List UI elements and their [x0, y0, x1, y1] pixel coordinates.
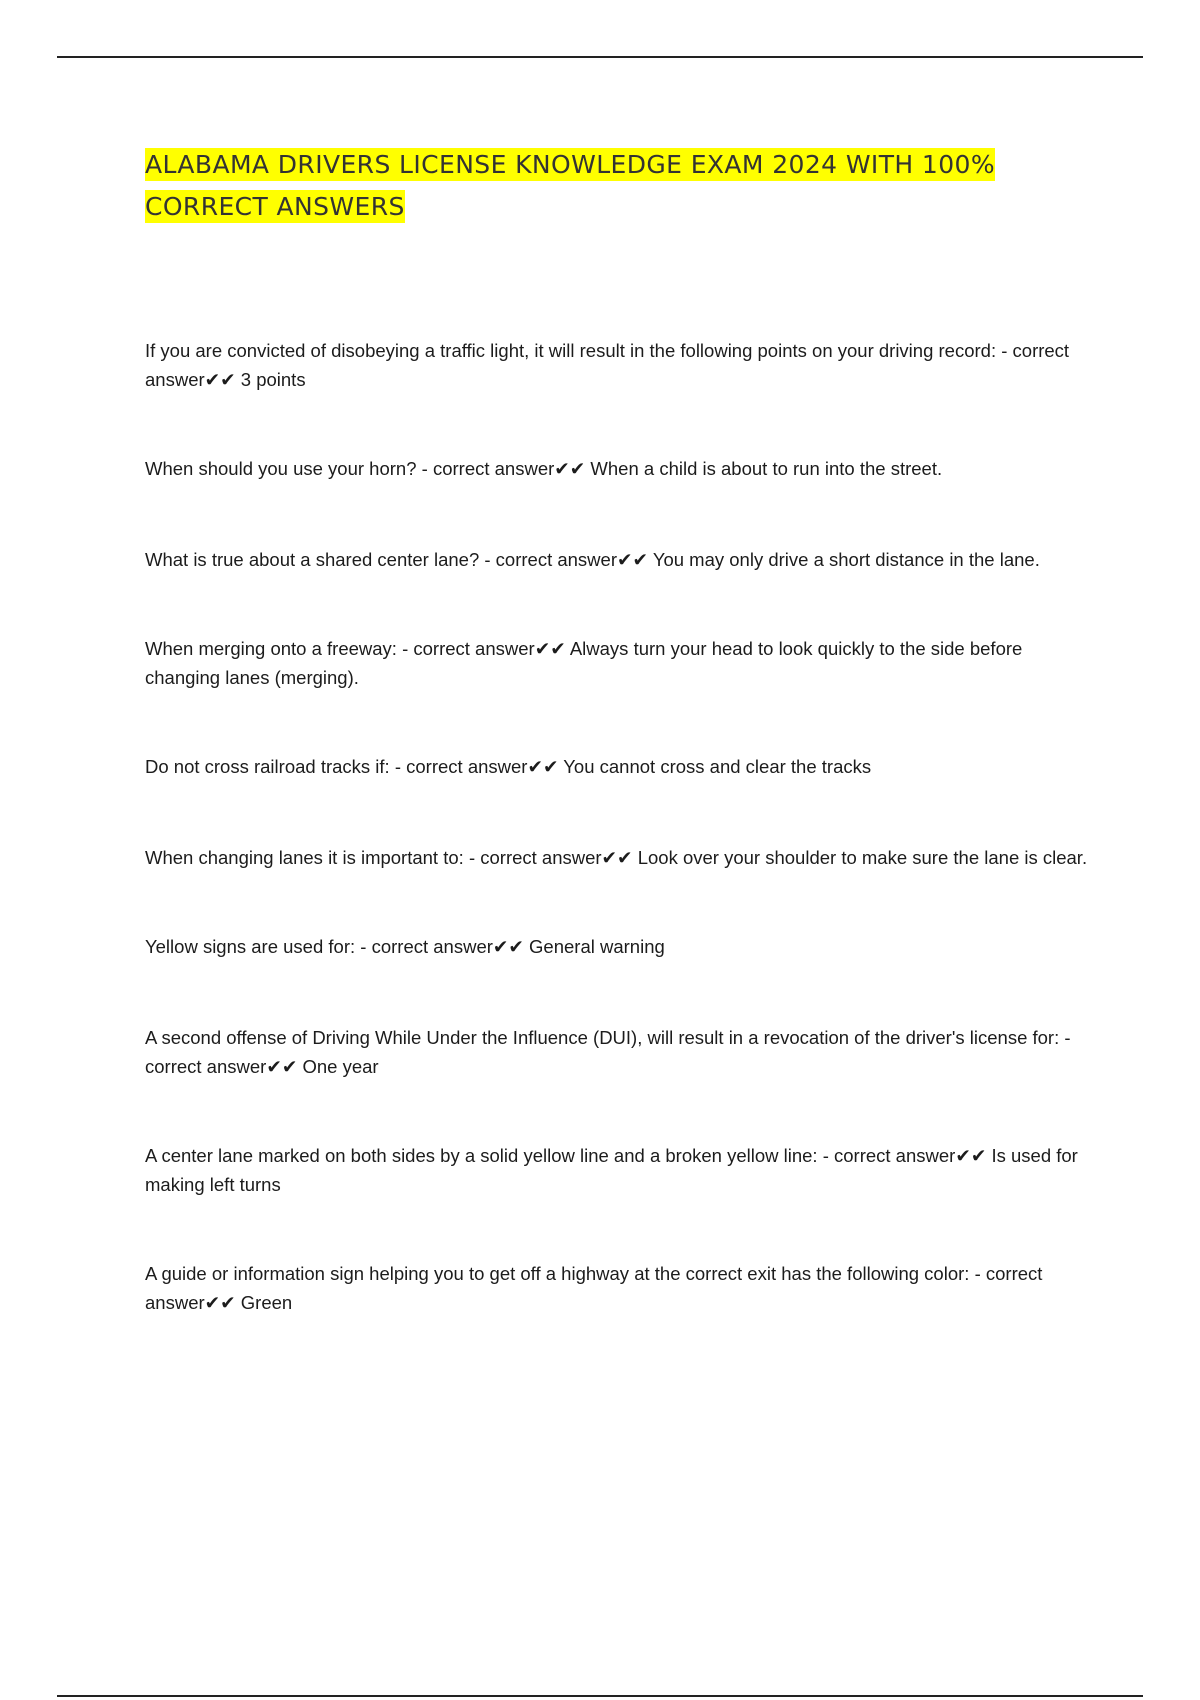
- question-text: When changing lanes it is important to:: [145, 847, 464, 868]
- qa-item: [145, 843, 1090, 872]
- qa-list: [145, 336, 1090, 1377]
- qa-item: [145, 336, 1090, 394]
- answer-text: General warning: [529, 936, 665, 957]
- question-text: When should you use your horn?: [145, 458, 417, 479]
- question-text: When merging onto a freeway:: [145, 638, 397, 659]
- question-text: Do not cross railroad tracks if:: [145, 756, 390, 777]
- answer-marker: - correct answer✔✔: [484, 549, 648, 570]
- answer-text: One year: [302, 1056, 379, 1077]
- qa-item: [145, 752, 1090, 781]
- answer-marker: - correct answer✔✔: [145, 1027, 1071, 1077]
- title-block: [145, 144, 1105, 228]
- answer-text: 3 points: [240, 369, 306, 390]
- answer-text: You may only drive a short distance in the lane.: [652, 549, 1040, 570]
- answer-text: Is used for making left turns: [145, 1145, 1078, 1195]
- question-text: A second offense of Driving While Under the Influence (DUI), will result in a revocation of the driver's license for:: [145, 1027, 1060, 1048]
- answer-text: Look over your shoulder to make sure the lane is clear.: [637, 847, 1088, 868]
- question-text: If you are convicted of disobeying a traffic light, it will result in the following points on your driving record:: [145, 340, 997, 361]
- qa-item: [145, 454, 1090, 483]
- answer-marker: - correct answer✔✔: [394, 756, 559, 777]
- qa-item: [145, 545, 1090, 574]
- top-rule: [57, 56, 1143, 58]
- question-text: What is true about a shared center lane?: [145, 549, 480, 570]
- answer-text: When a child is about to run into the street.: [590, 458, 943, 479]
- answer-marker: - correct answer✔✔: [145, 1263, 1043, 1313]
- answer-marker: - correct answer✔✔: [360, 936, 524, 957]
- highlighted-title-text: ALABAMA DRIVERS LICENSE KNOWLEDGE EXAM 2024 WITH 100% CORRECT ANSWERS: [145, 150, 995, 221]
- answer-text: Green: [240, 1292, 293, 1313]
- qa-item: [145, 1023, 1090, 1081]
- answer-marker: - correct answer✔✔: [822, 1145, 987, 1166]
- qa-item: [145, 1259, 1090, 1317]
- answer-marker: - correct answer✔✔: [402, 638, 566, 659]
- answer-marker: - correct answer✔✔: [145, 340, 1070, 390]
- qa-item: [145, 1141, 1090, 1199]
- qa-item: [145, 634, 1090, 692]
- question-text: A center lane marked on both sides by a solid yellow line and a broken yellow line:: [145, 1145, 818, 1166]
- document-title: [145, 144, 1105, 228]
- question-text: Yellow signs are used for:: [145, 936, 356, 957]
- answer-text: Always turn your head to look quickly to the side before changing lanes (merging).: [145, 638, 1023, 688]
- answer-text: You cannot cross and clear the tracks: [563, 756, 872, 777]
- question-text: A guide or information sign helping you to get off a highway at the correct exit has the following color:: [145, 1263, 970, 1284]
- answer-marker: - correct answer✔✔: [421, 458, 586, 479]
- bottom-rule: [57, 1695, 1143, 1697]
- qa-item: [145, 932, 1090, 961]
- answer-marker: - correct answer✔✔: [468, 847, 633, 868]
